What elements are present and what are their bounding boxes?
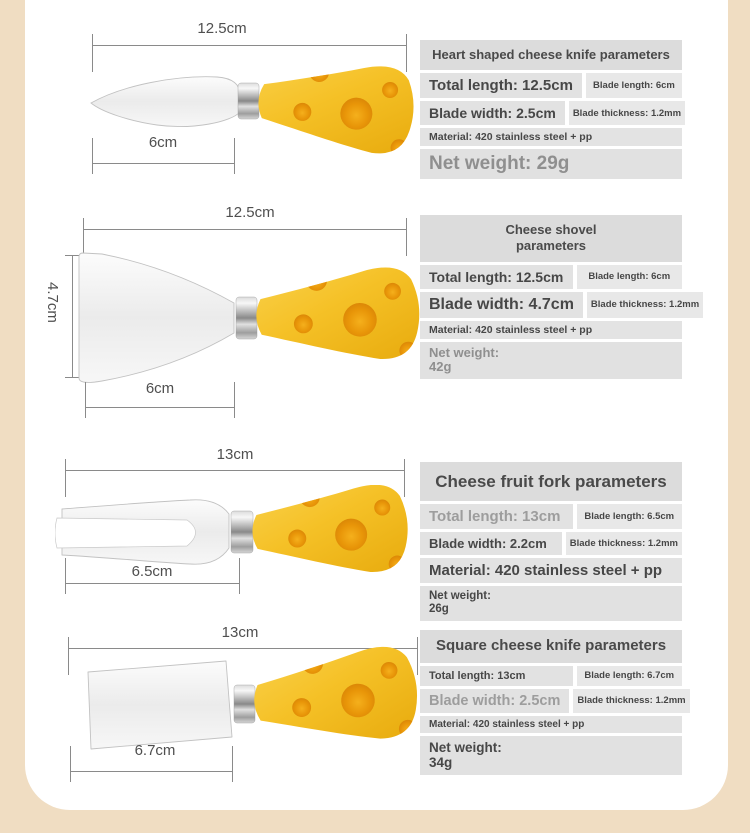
blade-length-dimension — [65, 583, 240, 584]
spec-row — [420, 73, 682, 98]
spec-blade-thickness: Blade thickness: 1.2mm — [569, 101, 685, 125]
blade — [88, 661, 232, 749]
spec-material: Material: 420 stainless steel + pp — [420, 321, 682, 339]
spec-total-length: Total length: 12.5cm — [420, 265, 573, 289]
spec-panel-square-knife — [420, 630, 686, 775]
blade-length-label: 6.7cm — [134, 742, 176, 759]
ferrule — [234, 685, 255, 723]
cheese-handle — [250, 645, 420, 751]
spec-panel-heart-knife — [420, 40, 682, 179]
blade-length-dimension — [70, 771, 233, 772]
spec-blade-thickness: Blade thickness: 1.2mm — [573, 689, 689, 713]
panel-title: Square cheese knife parameters — [420, 630, 682, 663]
blade-length-dimension — [92, 163, 235, 164]
total-length-label: 12.5cm — [225, 204, 275, 221]
blade-length-label: 6cm — [145, 380, 175, 397]
cheese-handle — [255, 266, 420, 365]
spec-panel-cheese-shovel — [420, 215, 700, 379]
blade — [79, 253, 234, 382]
total-length-dimension — [83, 229, 407, 230]
spec-blade-width: Blade width: 2.2cm — [420, 532, 562, 555]
spec-blade-width: Blade width: 2.5cm — [420, 101, 565, 125]
spec-net-weight: Net weight: 42g — [420, 342, 682, 380]
spec-total-length: Total length: 12.5cm — [420, 73, 582, 98]
blade-length-dimension — [85, 407, 235, 408]
ferrule — [236, 297, 257, 339]
cheese-shovel-image — [60, 240, 420, 400]
blade-width-label: 4.7cm — [44, 282, 61, 323]
spec-net-weight: Net weight: 34g — [420, 736, 682, 775]
total-length-label: 12.5cm — [197, 20, 247, 37]
spec-blade-length: Blade length: 6cm — [586, 73, 682, 98]
panel-title: Cheese fruit fork parameters — [420, 462, 682, 501]
fork-slot — [55, 518, 196, 548]
spec-blade-width: Blade width: 2.5cm — [420, 689, 569, 713]
spec-blade-width: Blade width: 4.7cm — [420, 292, 583, 318]
spec-panel-cheese-fork — [420, 462, 682, 621]
blade-length-label: 6cm — [148, 134, 178, 151]
total-length-dimension — [65, 470, 405, 471]
spec-row — [420, 101, 682, 125]
spec-blade-length: Blade length: 6cm — [577, 265, 682, 289]
panel-title: Cheese shovel parameters — [420, 215, 682, 262]
blade-length-label: 6.5cm — [131, 563, 173, 580]
spec-row — [420, 689, 686, 713]
cheese-fork-image — [55, 485, 420, 585]
blade — [91, 77, 240, 127]
cheese-handle — [251, 485, 409, 578]
spec-blade-length: Blade length: 6.7cm — [577, 666, 682, 686]
total-length-label: 13cm — [221, 624, 259, 641]
spec-row — [420, 532, 682, 555]
ferrule — [238, 83, 259, 119]
spec-blade-length: Blade length: 6.5cm — [577, 504, 682, 529]
spec-material: Material: 420 stainless steel + pp — [420, 558, 682, 583]
heart-knife-image — [85, 55, 415, 165]
spec-row — [420, 265, 682, 289]
spec-net-weight: Net weight: 26g — [420, 586, 682, 620]
spec-row — [420, 504, 682, 529]
cheese-handle — [255, 58, 415, 157]
spec-blade-thickness: Blade thickness: 1.2mm — [587, 292, 703, 318]
spec-material: Material: 420 stainless steel + pp — [420, 716, 682, 733]
spec-row — [420, 666, 682, 686]
spec-row — [420, 292, 700, 318]
spec-net-weight: Net weight: 29g — [420, 149, 682, 179]
panel-title: Heart shaped cheese knife parameters — [420, 40, 682, 70]
square-knife-image — [60, 645, 420, 780]
total-length-label: 13cm — [216, 446, 254, 463]
ferrule — [231, 511, 253, 553]
spec-blade-thickness: Blade thickness: 1.2mm — [566, 532, 682, 555]
spec-total-length: Total length: 13cm — [420, 666, 573, 686]
spec-material: Material: 420 stainless steel + pp — [420, 128, 682, 146]
total-length-dimension — [92, 45, 407, 46]
spec-total-length: Total length: 13cm — [420, 504, 573, 529]
